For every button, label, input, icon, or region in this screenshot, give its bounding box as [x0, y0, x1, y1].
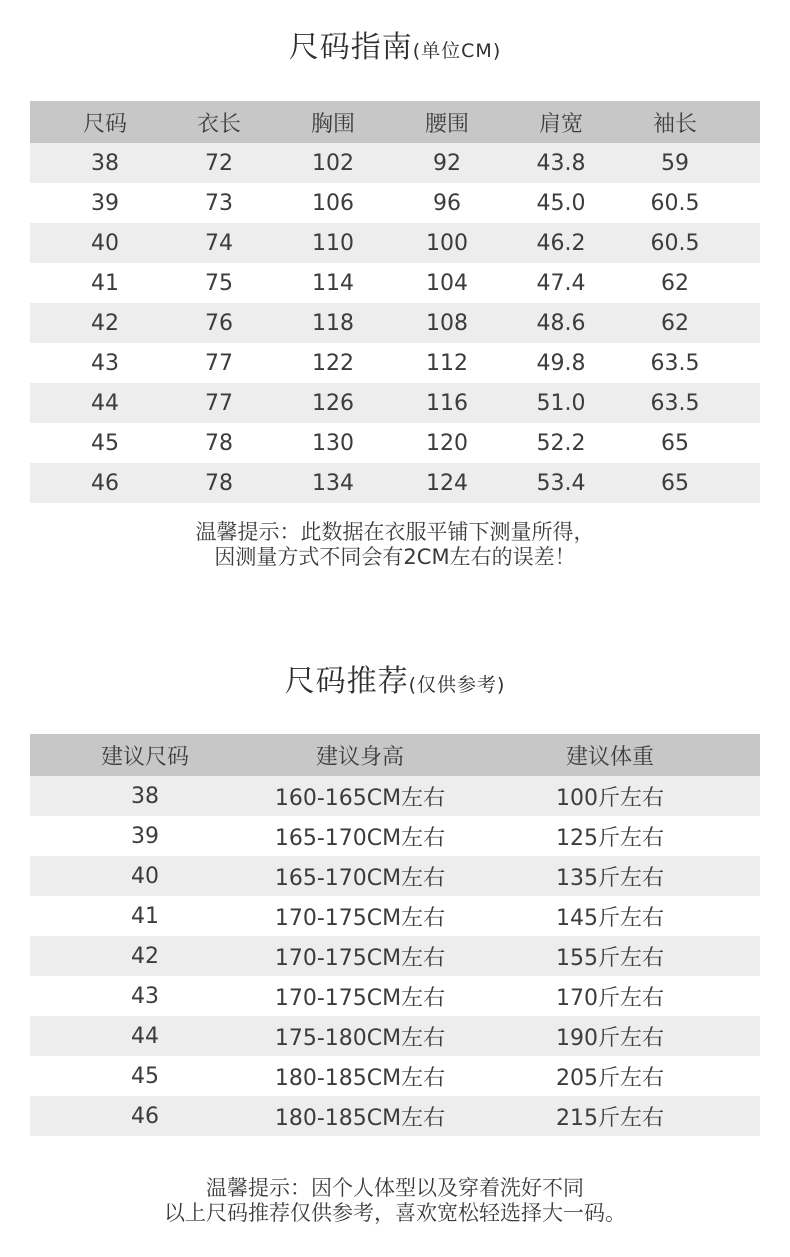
table-cell: 92: [433, 150, 461, 176]
table-cell: 100斤左右: [556, 785, 664, 811]
table-cell: 165-170CM左右: [274, 865, 446, 891]
table-cell: 49.8: [536, 350, 586, 376]
size-table-row: [30, 343, 760, 383]
table-cell: 78: [205, 430, 233, 456]
header-sleeve: 袖长: [652, 111, 697, 137]
table-cell: 100: [426, 230, 468, 256]
table-cell: 65: [661, 430, 689, 456]
recommend-table-row: [30, 1016, 760, 1056]
recommend-note: (仅供参考): [408, 674, 506, 696]
table-cell: 110: [312, 230, 354, 256]
recommend-table-row: [30, 856, 760, 896]
size-table-row: [30, 423, 760, 463]
table-cell: 59: [661, 150, 689, 176]
recommend-tip: [0, 1176, 790, 1226]
table-cell: 62: [661, 310, 689, 336]
size-guide-tip: [0, 520, 790, 570]
recommend-title-text: 尺码推荐: [284, 664, 409, 699]
table-cell: 44: [91, 390, 119, 416]
table-cell: 74: [205, 230, 233, 256]
size-table-row: [30, 223, 760, 263]
table-cell: 145斤左右: [556, 905, 664, 931]
table-cell: 96: [433, 190, 461, 216]
size-guide-title: [0, 22, 790, 66]
table-cell: 77: [205, 350, 233, 376]
size-table-row: [30, 263, 760, 303]
table-cell: 72: [205, 150, 233, 176]
table-cell: 125斤左右: [556, 825, 664, 851]
header-rec-weight: 建议体重: [565, 744, 654, 770]
table-cell: 48.6: [536, 310, 586, 336]
table-cell: 47.4: [536, 270, 586, 296]
table-cell: 170斤左右: [556, 985, 664, 1011]
table-cell: 45: [91, 430, 119, 456]
table-cell: 63.5: [650, 390, 700, 416]
recommend-table-row: [30, 1056, 760, 1096]
table-cell: 60.5: [650, 230, 700, 256]
table-cell: 53.4: [536, 470, 586, 496]
recommend-table-row: [30, 896, 760, 936]
table-cell: 124: [426, 470, 468, 496]
table-cell: 180-185CM左右: [274, 1065, 446, 1091]
header-rec-size: 建议尺码: [100, 744, 189, 770]
recommend-table-row: [30, 976, 760, 1016]
header-shoulder: 肩宽: [538, 111, 583, 137]
table-cell: 43.8: [536, 150, 586, 176]
table-cell: 77: [205, 390, 233, 416]
table-cell: 155斤左右: [556, 945, 664, 971]
table-cell: 175-180CM左右: [274, 1025, 446, 1051]
size-guide-title-text: 尺码指南: [288, 30, 413, 65]
recommend-tip-line2: 以上尺码推荐仅供参考，喜欢宽松轻选择大一码。: [164, 1201, 626, 1225]
size-table-row: [30, 183, 760, 223]
recommend-table-row: [30, 816, 760, 856]
table-cell: 165-170CM左右: [274, 825, 446, 851]
size-guide-header-row: [30, 101, 760, 143]
table-cell: 42: [91, 310, 119, 336]
table-cell: 130: [312, 430, 354, 456]
table-cell: 65: [661, 470, 689, 496]
table-cell: 39: [91, 190, 119, 216]
table-cell: 190斤左右: [556, 1025, 664, 1051]
recommend-tip-line1: 温馨提示：因个人体型以及穿着洗好不同: [206, 1176, 584, 1200]
table-cell: 38: [91, 150, 119, 176]
table-cell: 102: [312, 150, 354, 176]
table-cell: 60.5: [650, 190, 700, 216]
recommend-table-row: [30, 936, 760, 976]
table-cell: 40: [91, 230, 119, 256]
recommend-header-row: [30, 734, 760, 776]
table-cell: 205斤左右: [556, 1065, 664, 1091]
table-cell: 40: [131, 863, 159, 889]
table-cell: 51.0: [536, 390, 586, 416]
table-cell: 112: [426, 350, 468, 376]
table-cell: 134: [312, 470, 354, 496]
table-cell: 114: [312, 270, 354, 296]
table-cell: 106: [312, 190, 354, 216]
header-size: 尺码: [82, 111, 127, 137]
size-table-row: [30, 143, 760, 183]
table-cell: 126: [312, 390, 354, 416]
table-cell: 135斤左右: [556, 865, 664, 891]
recommend-title: [0, 656, 790, 700]
size-table-row: [30, 303, 760, 343]
table-cell: 215斤左右: [556, 1105, 664, 1131]
size-guide-table: [30, 101, 760, 503]
recommend-table: [30, 734, 760, 1136]
table-cell: 45: [131, 1063, 159, 1089]
header-rec-height: 建议身高: [315, 744, 404, 770]
table-cell: 75: [205, 270, 233, 296]
table-cell: 78: [205, 470, 233, 496]
table-cell: 42: [131, 943, 159, 969]
table-cell: 46: [131, 1103, 159, 1129]
table-cell: 41: [131, 903, 159, 929]
table-cell: 73: [205, 190, 233, 216]
table-cell: 108: [426, 310, 468, 336]
table-cell: 118: [312, 310, 354, 336]
size-guide-tip-line2: 因测量方式不同会有2CM左右的误差！: [214, 545, 576, 569]
recommend-table-row: [30, 776, 760, 816]
table-cell: 52.2: [536, 430, 586, 456]
size-guide-tip-line1: 温馨提示：此数据在衣服平铺下测量所得，: [195, 520, 595, 544]
table-cell: 170-175CM左右: [274, 905, 446, 931]
table-cell: 45.0: [536, 190, 586, 216]
table-cell: 122: [312, 350, 354, 376]
table-cell: 170-175CM左右: [274, 985, 446, 1011]
size-table-row: [30, 383, 760, 423]
table-cell: 63.5: [650, 350, 700, 376]
header-chest: 胸围: [310, 111, 355, 137]
table-cell: 39: [131, 823, 159, 849]
header-length: 衣长: [196, 111, 241, 137]
table-cell: 41: [91, 270, 119, 296]
table-cell: 104: [426, 270, 468, 296]
recommend-table-row: [30, 1096, 760, 1136]
table-cell: 120: [426, 430, 468, 456]
table-cell: 160-165CM左右: [274, 785, 446, 811]
table-cell: 46: [91, 470, 119, 496]
table-cell: 43: [131, 983, 159, 1009]
table-cell: 43: [91, 350, 119, 376]
table-cell: 170-175CM左右: [274, 945, 446, 971]
header-waist: 腰围: [424, 111, 469, 137]
table-cell: 180-185CM左右: [274, 1105, 446, 1131]
table-cell: 38: [131, 783, 159, 809]
table-cell: 44: [131, 1023, 159, 1049]
table-cell: 76: [205, 310, 233, 336]
size-guide-unit: (单位CM): [412, 40, 502, 62]
size-table-row: [30, 463, 760, 503]
table-cell: 62: [661, 270, 689, 296]
table-cell: 116: [426, 390, 468, 416]
table-cell: 46.2: [536, 230, 586, 256]
